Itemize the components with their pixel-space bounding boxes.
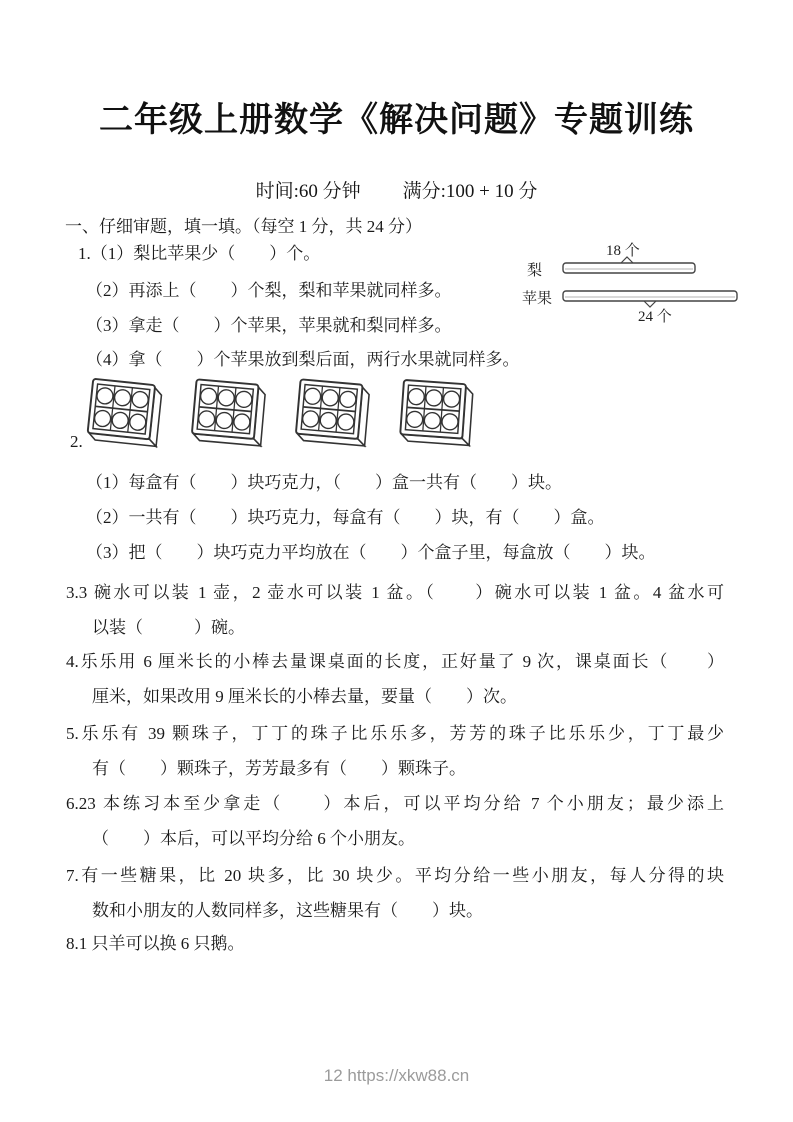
chocolate-box-icon	[85, 377, 170, 455]
page-footer-url: 12 https://xkw88.cn	[323, 1066, 470, 1085]
q6-line1: 6.23 本练习本至少拿走（ ）本后，可以平均分给 7 个小朋友；最少添上	[66, 794, 724, 813]
q7-line2: 数和小朋友的人数同样多，这些糖果有（ ）块。	[92, 901, 483, 920]
apple-count-label: 24 个	[638, 309, 672, 325]
q3-line2: 以装（ ）碗。	[92, 618, 245, 637]
pear-label: 梨	[527, 263, 543, 279]
chocolate-boxes-image	[88, 381, 478, 451]
q7-line1: 7.有一些糖果，比 20 块多，比 30 块少。平均分给一些小朋友，每人分得的块	[66, 866, 724, 885]
meta-score: 满分:100 + 10 分	[402, 181, 538, 202]
chocolate-box-icon	[189, 378, 273, 455]
chocolate-box-icon	[293, 378, 377, 455]
meta-time: 时间:60 分钟	[255, 181, 361, 202]
pear-bar	[563, 263, 695, 273]
q2-number: 2.	[70, 432, 83, 451]
section1-heading: 一、仔细审题，填一填。（每空 1 分，共 24 分）	[65, 217, 422, 236]
apple-label: 苹果	[522, 291, 553, 307]
q1-line2: （2）再添上（ ）个梨，梨和苹果就同样多。	[86, 281, 452, 300]
q5-line2: 有（ ）颗珠子，芳芳最多有（ ）颗珠子。	[92, 759, 466, 778]
q1-line1: 1.（1）梨比苹果少（ ）个。	[78, 244, 321, 263]
q5-line1: 5.乐乐有 39 颗珠子，丁丁的珠子比乐乐多，芳芳的珠子比乐乐少，丁丁最少	[66, 724, 724, 743]
q4-line1: 4.乐乐用 6 厘米长的小棒去量课桌面的长度，正好量了 9 次，课桌面长（ ）	[66, 652, 724, 671]
q8-line1: 8.1 只羊可以换 6 只鹅。	[66, 934, 245, 953]
q2-line1: （1）每盒有（ ）块巧克力，（ ）盒一共有（ ）块。	[86, 473, 562, 492]
fruit-bar-diagram	[518, 236, 746, 328]
q1-line4: （4）拿（ ）个苹果放到梨后面，两行水果就同样多。	[86, 350, 520, 369]
exam-meta	[0, 176, 793, 203]
q2-line2: （2）一共有（ ）块巧克力，每盒有（ ）块，有（ ）盒。	[86, 508, 605, 527]
q6-line2: （ ）本后，可以平均分给 6 个小朋友。	[92, 829, 415, 848]
q3-line1: 3.3 碗水可以装 1 壶，2 壶水可以装 1 盆。（ ）碗水可以装 1 盆。4 盆水可	[66, 583, 724, 602]
apple-bar	[563, 291, 737, 301]
q1-line3: （3）拿走（ ）个苹果，苹果就和梨同样多。	[86, 316, 452, 335]
pear-count-label: 18 个	[606, 243, 640, 259]
chocolate-box-icon	[398, 378, 481, 453]
page-title: 二年级上册数学《解决问题》专题训练	[99, 102, 694, 139]
q2-line3: （3）把（ ）块巧克力平均放在（ ）个盒子里，每盒放（ ）块。	[86, 543, 656, 562]
q4-line2: 厘米，如果改用 9 厘米长的小棒去量，要量（ ）次。	[92, 687, 517, 706]
apple-brace	[644, 301, 656, 307]
